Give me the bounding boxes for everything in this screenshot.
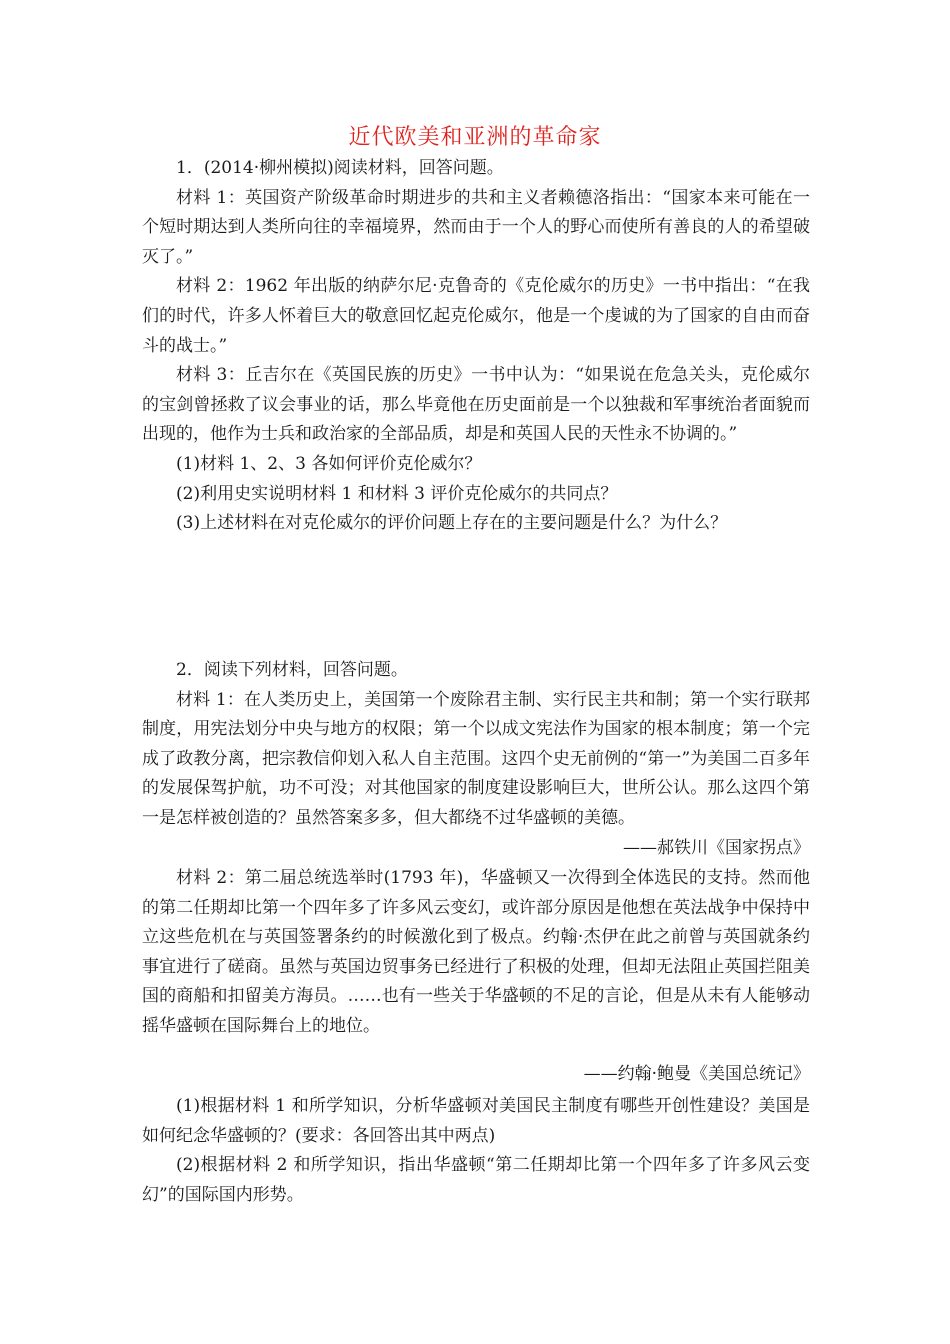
- q2-material-2-source: ——约翰·鲍曼《美国总统记》: [583, 1064, 810, 1084]
- q2-stem: 2．阅读下列材料，回答问题。: [176, 660, 408, 680]
- q1-sub-2: (2)利用史实说明材料 1 和材料 3 评价克伦威尔的共同点？: [176, 483, 618, 504]
- question-2-material-2: [142, 864, 810, 1042]
- question-1: [142, 154, 810, 539]
- q2-sub-2: (2)根据材料 2 和所学知识，指出华盛顿“第二任期却比第一个四年多了许多风云变幻”的国际国内形势。: [142, 1155, 810, 1205]
- q2-material-2: 材料 2：第二届总统选举时(1793 年)，华盛顿又一次得到全体选民的支持。然而他的第二任期却比第一个四年多了许多风云变幻，或许部分原因是他想在英法战争中保持中立这些危机在与英国签署条约的时候激化到了极点。约翰·杰伊在此之前曾与英国就条约事宜进行了磋商。虽然与英国边贸事务已经进行了积极的处理，但却无法阻止英国拦阻美国的商船和扣留美方海员。……也有一些关于华盛顿的不足的言论，但是从未有人能够动摇华盛顿在国际舞台上的地位。: [142, 868, 810, 1036]
- q1-material-1: 材料 1：英国资产阶级革命时期进步的共和主义者赖德洛指出：“国家本来可能在一个短时期达到人类所向往的幸福境界，然而由于一个人的野心而使所有善良的人的希望破灭了。”: [142, 187, 810, 267]
- q1-sub-3: (3)上述材料在对克伦威尔的评价问题上存在的主要问题是什么？为什么？: [176, 513, 728, 534]
- question-2: [142, 656, 810, 834]
- q1-material-3: 材料 3：丘吉尔在《英国民族的历史》一书中认为：“如果说在危急关头，克伦威尔的宝剑曾拯救了议会事业的话，那么毕竟他在历史面前是一个以独裁和军事统治者面貌而出现的，他作为士兵和政治家的全部品质，却是和英国人民的天性永不协调的。”: [142, 365, 810, 445]
- q2-sub-1: (1)根据材料 1 和所学知识，分析华盛顿对美国民主制度有哪些开创性建设？美国是如何纪念华盛顿的？(要求：各回答出其中两点): [142, 1096, 810, 1146]
- question-2-subs: [142, 1092, 810, 1210]
- q1-material-2: 材料 2：1962 年出版的纳萨尔尼·克鲁奇的《克伦威尔的历史》一书中指出：“在我们的时代，许多人怀着巨大的敬意回忆起克伦威尔，他是一个虔诚的为了国家的自由而奋斗的战士。”: [142, 276, 810, 356]
- q2-material-1-source: ——郝铁川《国家拐点》: [623, 838, 810, 858]
- q1-stem: 1．(2014·柳州模拟)阅读材料，回答问题。: [176, 158, 504, 178]
- q1-sub-1: (1)材料 1、2、3 各如何评价克伦威尔？: [176, 453, 482, 474]
- document-title: 近代欧美和亚洲的革命家: [348, 125, 602, 150]
- q2-material-1: 材料 1：在人类历史上，美国第一个废除君主制、实行民主共和制；第一个实行联邦制度，用宪法划分中央与地方的权限；第一个以成文宪法作为国家的根本制度；第一个完成了政教分离，把宗教信仰划入私人自主范围。这四个史无前例的“第一”为美国二百多年的发展保驾护航，功不可没；对其他国家的制度建设影响巨大，世所公认。那么这四个第一是怎样被创造的？虽然答案多多，但大都绕不过华盛顿的美德。: [142, 689, 810, 828]
